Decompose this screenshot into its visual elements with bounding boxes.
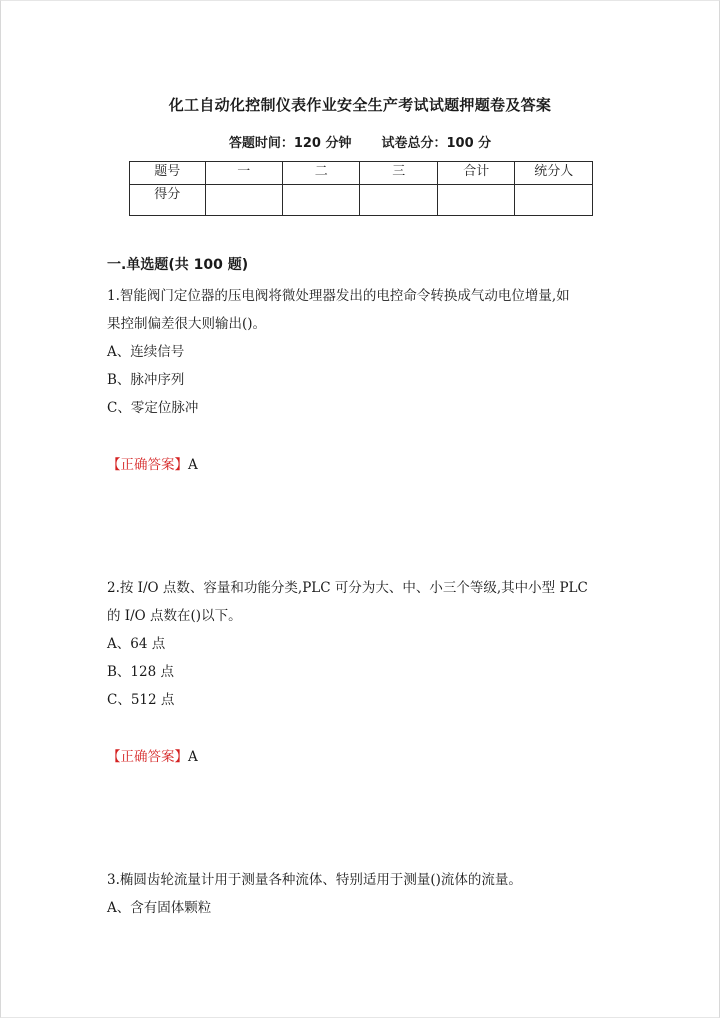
exam-total-score: 试卷总分：100 分 — [381, 136, 492, 151]
score-table — [129, 161, 593, 216]
document-title: 化工自动化控制仪表作业安全生产考试试题押题卷及答案 — [168, 96, 552, 114]
score-cell — [205, 185, 282, 216]
score-header-cell: 一 — [205, 162, 282, 185]
score-row-label: 得分 — [130, 185, 206, 216]
score-cell — [437, 185, 514, 216]
question-option: A、连续信号 — [107, 344, 185, 360]
score-header-cell: 统分人 — [515, 162, 593, 185]
score-header-cell: 合计 — [437, 162, 514, 185]
score-table-header-row — [130, 162, 593, 185]
question-stem: 2.按 I/O 点数、容量和功能分类,PLC 可分为大、中、小三个等级,其中小型 PLC — [107, 580, 588, 596]
question-stem: 果控制偏差很大则输出()。 — [107, 316, 267, 332]
question-1 — [107, 282, 617, 422]
answer-value: A — [188, 457, 198, 473]
answer-label: 【正确答案】 — [107, 457, 188, 473]
answer-label: 【正确答案】 — [107, 749, 188, 765]
score-table-score-row — [130, 185, 593, 216]
answer-1 — [107, 455, 198, 475]
score-header-cell: 三 — [360, 162, 437, 185]
question-option: B、128 点 — [107, 664, 174, 680]
question-option: B、脉冲序列 — [107, 372, 185, 388]
question-option: C、512 点 — [107, 692, 175, 708]
question-3 — [107, 866, 617, 922]
question-stem: 3.椭圆齿轮流量计用于测量各种流体、特别适用于测量()流体的流量。 — [107, 872, 522, 888]
score-cell — [515, 185, 593, 216]
exam-meta — [0, 132, 720, 151]
question-option: A、64 点 — [107, 636, 166, 652]
score-cell — [360, 185, 437, 216]
score-header-cell: 二 — [282, 162, 359, 185]
score-header-cell: 题号 — [130, 162, 206, 185]
question-option: A、含有固体颗粒 — [107, 900, 212, 916]
section-heading: 一.单选题(共 100 题) — [107, 257, 249, 273]
exam-time: 答题时间：120 分钟 — [228, 136, 352, 151]
question-2 — [107, 574, 617, 714]
question-stem: 的 I/O 点数在()以下。 — [107, 608, 242, 624]
answer-value: A — [188, 749, 198, 765]
answer-2 — [107, 747, 198, 767]
question-option: C、零定位脉冲 — [107, 400, 199, 416]
score-cell — [282, 185, 359, 216]
question-stem: 1.智能阀门定位器的压电阀将微处理器发出的电控命令转换成气动电位增量,如 — [107, 288, 570, 304]
